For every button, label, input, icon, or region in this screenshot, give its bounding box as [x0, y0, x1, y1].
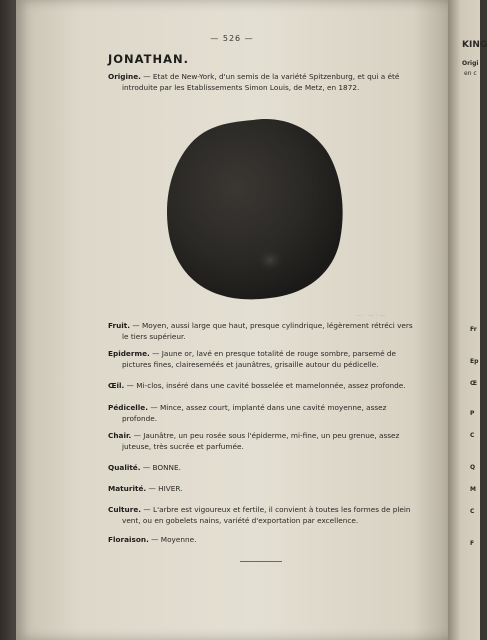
- culture-label: Culture.: [108, 505, 142, 514]
- origin-text: — Etat de New-York, d'un semis de la variété Spitzenburg, et qui a été: [140, 72, 400, 81]
- maturite-label: Maturité.: [108, 484, 147, 493]
- culture-paragraph: [108, 505, 428, 526]
- apple-highlight: [256, 248, 284, 272]
- next-page-letter: Ep: [470, 358, 479, 365]
- next-page-line2: en c: [464, 70, 477, 77]
- book-page: — 526 — JONATHAN. Origine. — Etat de New-York, d'un semis de la variété Spitzenburg, et qui a été introduite par les Etablissements Simon Louis, de Metz, en 1872. — · — · — Fruit. — Moyen, aussi large que haut, presque cylindrique, légèrement rétréci vers le tiers supérieur. Epiderme. — Jaune or, lavé en presque totalité de rouge sombre, parsemé de pictures fines, claireseméés et jaunâtres, grisaille autour du pédicelle. Œil. — Mi-clos, inséré dans une cavité bosselée et mamelonnée, assez profonde. Pédicelle. — Mince, assez court, implanté dans une cavité moyenne, assez profonde. Chair. — Jaunâtre, un peu rosée sous l'épiderme, mi-fine, un peu grenue, assez juteuse, très sucrée et parfumée. Qualité. — BONNE. Maturité. — HIVER. Culture. — L'arbre est vigoureux et fertile, il convient à toutes les formes de plein vent, ou en gobelets nains, variété d'exportation par excellence. Floraison. — Moyenne.: [16, 0, 448, 640]
- fruit-label: Fruit.: [108, 321, 131, 330]
- next-page-title-fragment: KING: [462, 40, 487, 50]
- epiderme-text: — Jaune or, lavé en presque totalité de rouge sombre, parsemé de: [149, 349, 397, 358]
- pedicelle-paragraph: [108, 403, 428, 424]
- origin-paragraph: [108, 72, 428, 93]
- qualite-label: Qualité.: [108, 463, 141, 472]
- epiderme-paragraph: [108, 349, 428, 370]
- pedicelle-text: — Mince, assez court, implanté dans une cavité moyenne, assez: [148, 403, 387, 412]
- next-page-line1: Origi: [462, 60, 479, 67]
- pedicelle-text-continued: profonde.: [122, 413, 158, 423]
- oeil-paragraph: [108, 381, 428, 392]
- maturite-paragraph: [108, 484, 428, 495]
- culture-text: — L'arbre est vigoureux et fertile, il convient à toutes les formes de plein: [141, 505, 411, 514]
- floraison-paragraph: [108, 535, 428, 546]
- page-number: — 526 —: [210, 34, 254, 43]
- fruit-text-continued: le tiers supérieur.: [122, 331, 186, 341]
- culture-text-continued: vent, ou en gobelets nains, variété d'exportation par excellence.: [122, 515, 359, 525]
- oeil-text: — Mi-clos, inséré dans une cavité bosselée et mamelonnée, assez profonde.: [124, 381, 406, 390]
- floraison-label: Floraison.: [108, 535, 149, 544]
- chair-text-continued: juteuse, très sucrée et parfumée.: [122, 441, 244, 451]
- fruit-text: — Moyen, aussi large que haut, presque cylindrique, légèrement rétréci vers: [130, 321, 413, 330]
- chair-paragraph: [108, 431, 428, 452]
- chair-label: Chair.: [108, 431, 132, 440]
- apple-body: [167, 119, 343, 299]
- apple-silhouette: [158, 110, 348, 305]
- next-page-letter: C: [470, 432, 475, 439]
- qualite-text: — BONNE.: [140, 463, 181, 472]
- fruit-paragraph: [108, 321, 428, 342]
- next-page-letter: Q: [470, 464, 476, 471]
- bottom-rule-divider: [240, 561, 282, 562]
- next-page-letter: P: [470, 410, 475, 417]
- origin-label: Origine.: [108, 72, 141, 81]
- maturite-text: — HIVER.: [146, 484, 183, 493]
- apple-illustration: [158, 110, 348, 305]
- variety-title: JONATHAN.: [108, 52, 190, 66]
- next-page-letter: M: [470, 486, 476, 493]
- next-page-letter: Fr: [470, 326, 477, 333]
- qualite-paragraph: [108, 463, 428, 474]
- next-page-letter: C: [470, 508, 475, 515]
- epiderme-label: Epiderme.: [108, 349, 150, 358]
- epiderme-text-continued: pictures fines, claireseméés et jaunâtres, grisaille autour du pédicelle.: [122, 359, 379, 369]
- next-page-letter: Œ: [470, 380, 478, 387]
- adjacent-page-edge: [448, 0, 487, 640]
- origin-text-continued: introduite par les Etablissements Simon Louis, de Metz, en 1872.: [122, 82, 360, 92]
- oeil-label: Œil.: [108, 381, 125, 390]
- chair-text: — Jaunâtre, un peu rosée sous l'épiderme, mi-fine, un peu grenue, assez: [131, 431, 400, 440]
- floraison-text: — Moyenne.: [148, 535, 197, 544]
- next-page-letter: F: [470, 540, 475, 547]
- pedicelle-label: Pédicelle.: [108, 403, 149, 412]
